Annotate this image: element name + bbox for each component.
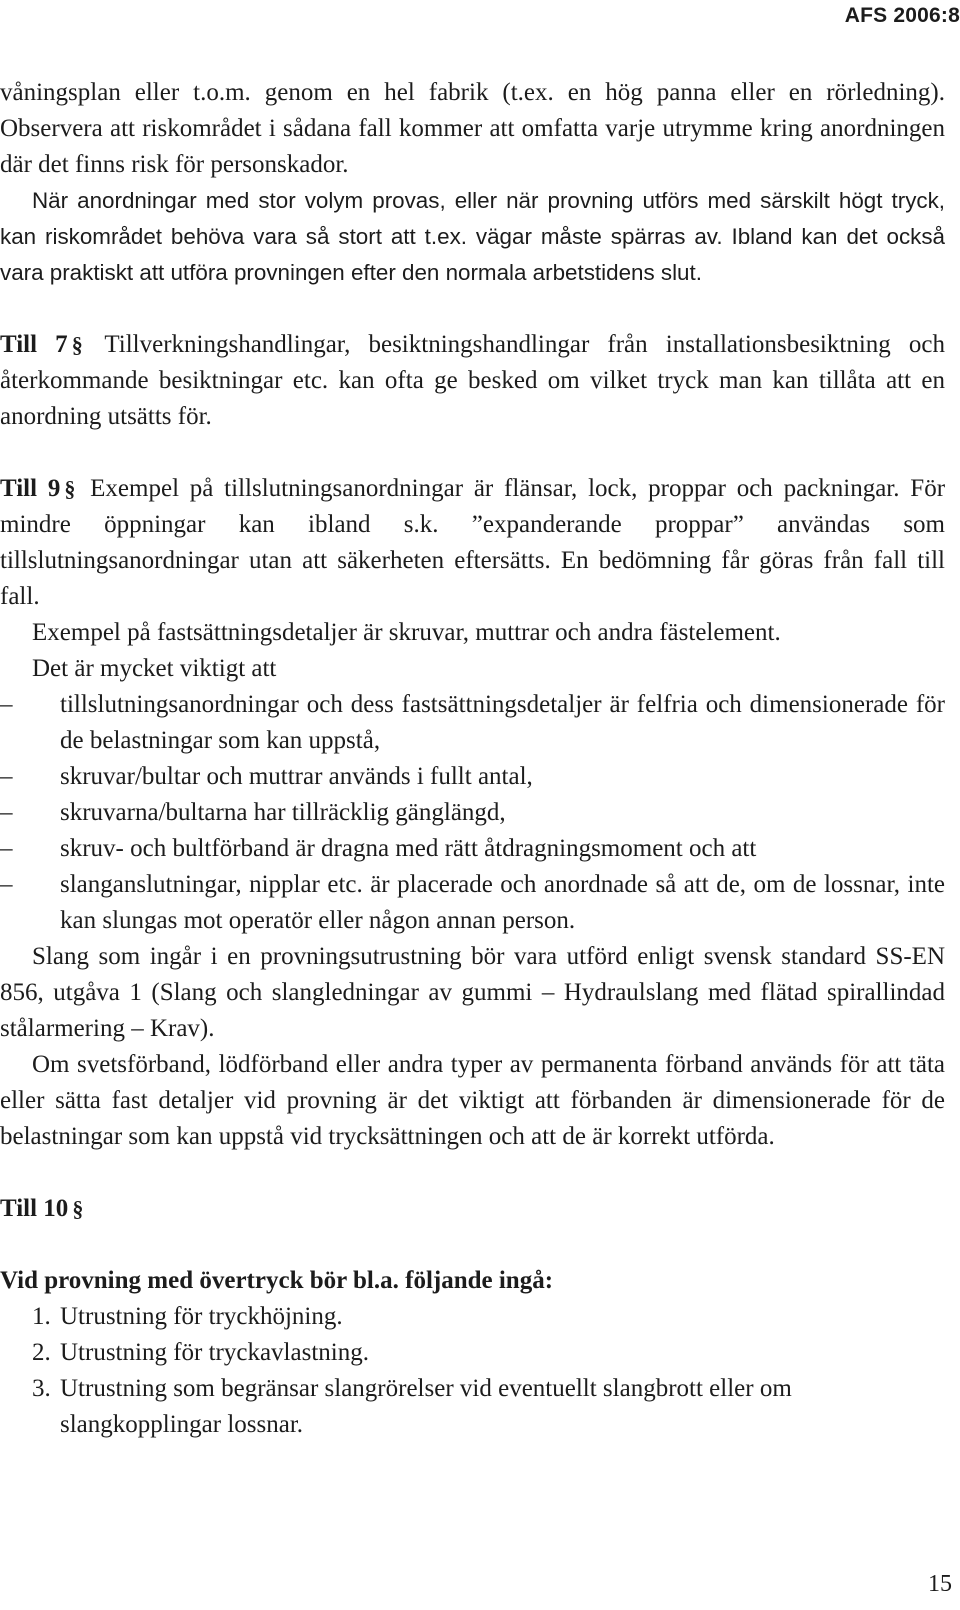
list-item <box>0 1371 945 1443</box>
till9-paragraph-3: Slang som ingår i en provningsutrustning bör vara utförd enligt svensk standard SS-EN 856, utgåva 1 (Slang och slangledningar av gummi – Hydraulslang med flätad spirallindad stålarmering – Krav). <box>0 943 945 1042</box>
page-body <box>0 75 945 1443</box>
dash-bullet: – <box>0 799 13 826</box>
list-item-number: 1. <box>32 1303 51 1330</box>
section-sign-icon: § <box>71 332 83 357</box>
dash-bullet: – <box>0 871 13 898</box>
till7-text: Tillverkningshandlingar, besiktningshandlingar från installationsbesiktning och återkommande besiktningar etc. kan ofta ge besked om vilket tryck man kan tillåta att en anordning utsätts för. <box>0 331 945 430</box>
page-number: 15 <box>928 1571 952 1597</box>
till9-paragraph-4: Om svetsförband, lödförband eller andra typer av permanenta förband används för att täta eller sätta fast detaljer vid provning är det viktigt att förbanden är dimensionerade för de belastningar som kan uppstå vid trycksättningen och att de är korrekt utförda. <box>0 1051 945 1150</box>
section-sign-icon: § <box>72 1196 84 1221</box>
till9-paragraph <box>0 471 945 615</box>
list-item <box>0 759 945 795</box>
document-reference: AFS 2006:8 <box>844 4 960 27</box>
list-item <box>0 1335 945 1371</box>
intro-paragraph-1: våningsplan eller t.o.m. genom en hel fabrik (t.ex. en hög panna eller en rörledning). Observera att riskområdet i sådana fall kommer att omfatta varje utrymme kring anordningen där det finns risk för personskador. <box>0 79 945 178</box>
list-item <box>0 795 945 831</box>
list-item-text: skruvar/bultar och muttrar används i fullt antal, <box>60 763 533 790</box>
list-item <box>0 1299 945 1335</box>
list-item-text: skruvarna/bultarna har tillräcklig gänglängd, <box>60 799 506 826</box>
equipment-list <box>0 1299 945 1443</box>
till9-list-intro: Det är mycket viktigt att <box>32 655 277 682</box>
till10-reference: Till 10 <box>0 1195 69 1222</box>
list-item-number: 3. <box>32 1375 51 1402</box>
dash-bullet: – <box>0 763 13 790</box>
list-item-text: Utrustning för tryckhöjning. <box>60 1303 343 1330</box>
list-item-text: skruv- och bultförband är dragna med rätt åtdragningsmoment och att <box>60 835 757 862</box>
intro-paragraph-2: När anordningar med stor volym provas, eller när provning utförs med särskilt högt tryck, kan riskområdet behöva vara så stort att t.ex. vägar måste spärras av. Ibland kan det också vara praktiskt att utföra provningen efter den normala arbetstidens slut. <box>0 188 945 285</box>
list-item-text: slanganslutningar, nipplar etc. är placerade och anordnade så att de, om de lossnar, inte kan slungas mot operatör eller någon annan person. <box>60 871 945 934</box>
list-item <box>0 687 945 759</box>
list-item <box>0 867 945 939</box>
section-sign-icon: § <box>64 476 76 501</box>
till9-text: Exempel på tillslutningsanordningar är flänsar, lock, proppar och packningar. För mindre öppningar kan ibland s.k. ”expanderande proppar” användas som tillslutningsanordningar utan att säkerheten eftersätts. En bedömning får göras från fall till fall. <box>0 475 946 610</box>
dash-bullet: – <box>0 835 13 862</box>
list-item-text: tillslutningsanordningar och dess fastsättningsdetaljer är felfria och dimensionerade för de belastningar som kan uppstå, <box>60 691 945 754</box>
till7-reference: Till 7 <box>0 331 68 358</box>
dash-bullet: – <box>0 691 13 718</box>
till10-subheading: Vid provning med övertryck bör bl.a. följande ingå: <box>0 1267 554 1294</box>
till9-paragraph-2: Exempel på fastsättningsdetaljer är skruvar, muttrar och andra fästelement. <box>32 619 781 646</box>
list-item-text: Utrustning som begränsar slangrörelser vid eventuellt slangbrott eller om slangkopplingar lossnar. <box>60 1375 792 1438</box>
till10-heading <box>0 1191 945 1227</box>
list-item-number: 2. <box>32 1339 51 1366</box>
till9-reference: Till 9 <box>0 475 61 502</box>
list-item-text: Utrustning för tryckavlastning. <box>60 1339 369 1366</box>
till7-paragraph <box>0 327 945 435</box>
list-item <box>0 831 945 867</box>
requirement-list <box>0 687 945 939</box>
